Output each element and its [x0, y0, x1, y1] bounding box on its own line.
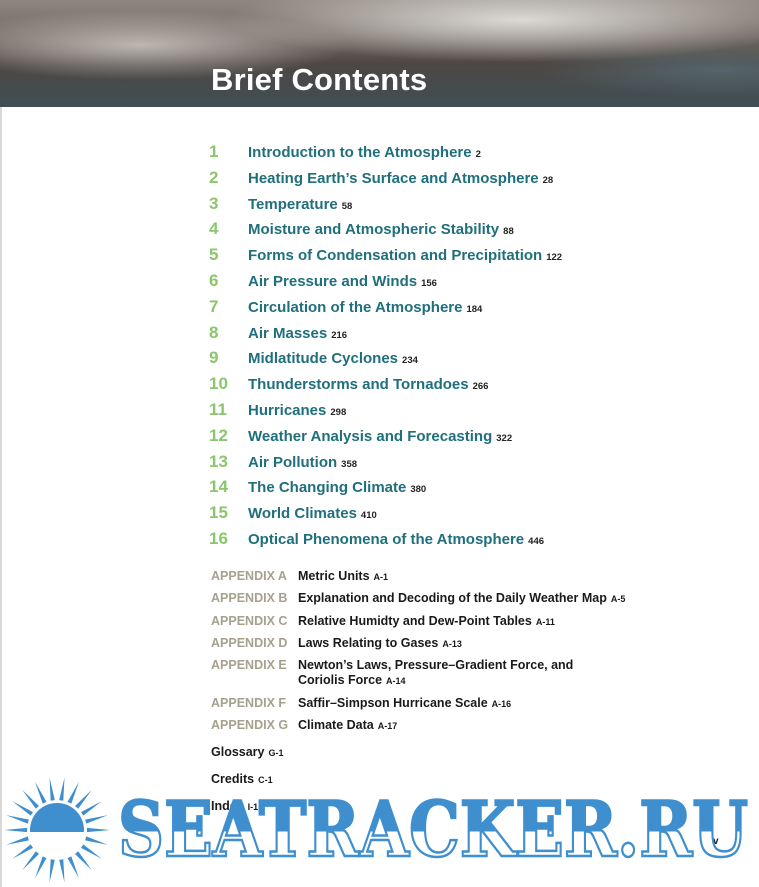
chapter-title: World Climates: [248, 505, 357, 523]
appendix-title: Relative Humidty and Dew-Point Tables: [298, 613, 532, 628]
chapter-page: 298: [330, 406, 347, 418]
sun-ray: [81, 844, 102, 858]
sun-ray: [4, 828, 27, 832]
sun-ray: [59, 778, 64, 801]
chapter-number: 1: [209, 142, 219, 161]
chapter-page: 234: [402, 355, 418, 367]
chapter-page: 156: [421, 277, 437, 289]
appendix-page: A-17: [377, 720, 398, 731]
chapter-page: 266: [472, 381, 489, 393]
appendix-label: APPENDIX E: [211, 658, 287, 673]
backmatter-title: Index: [211, 798, 244, 813]
chapter-title: Optical Phenomena of the Atmosphere: [248, 530, 525, 548]
chapter-title: Midlatitude Cyclones: [248, 350, 399, 368]
appendix-title: Climate Data: [298, 717, 374, 732]
chapter-number: 2: [209, 167, 219, 187]
chapter-page: 2: [475, 149, 481, 160]
chapter-number: 13: [209, 451, 228, 471]
chapter-title: Air Pollution: [248, 453, 338, 471]
page-title: Brief Contents: [211, 62, 428, 97]
sun-ray: [87, 828, 110, 832]
appendix-page: A-5: [610, 594, 626, 605]
sun-ray: [22, 790, 39, 809]
sun-logo-icon: [2, 775, 112, 885]
chapter-page: 410: [360, 510, 377, 522]
sun-ray: [6, 836, 29, 845]
chapter-title: Air Masses: [248, 324, 328, 342]
sun-ray: [6, 815, 29, 824]
appendix-page: A-11: [535, 616, 555, 627]
sun-ray: [75, 851, 92, 870]
chapter-title: Air Pressure and Winds: [248, 272, 418, 290]
backmatter-page: I-1: [247, 801, 259, 812]
sun-ray: [50, 859, 55, 882]
chapter-page: 322: [496, 432, 513, 444]
sun-ray: [22, 851, 39, 870]
chapter-number: 9: [209, 348, 219, 368]
chapter-number: 4: [209, 219, 219, 239]
chapter-number: 8: [209, 322, 219, 342]
appendix-page: A-14: [386, 676, 406, 687]
sun-ray: [75, 790, 92, 809]
sun-ray: [35, 782, 47, 804]
sun-ray: [81, 801, 102, 815]
backmatter-title: Glossary: [211, 745, 265, 759]
appendix-label: APPENDIX G: [211, 717, 289, 732]
chapter-title: Introduction to the Atmosphere: [248, 144, 472, 161]
chapter-page: 446: [528, 535, 545, 547]
appendix-label: APPENDIX F: [211, 695, 287, 710]
appendix-title: Laws Relating to Gases: [298, 635, 439, 650]
chapter-title: Moisture and Atmospheric Stability: [248, 221, 500, 239]
sun-ray: [50, 778, 55, 801]
chapter-number: 5: [209, 245, 219, 265]
sun-ray: [59, 859, 64, 882]
backmatter-entry-glossary[interactable]: [211, 745, 284, 772]
chapter-title: Hurricanes: [248, 401, 327, 419]
chapter-page: 88: [503, 226, 514, 238]
appendix-label: APPENDIX A: [211, 569, 287, 583]
appendix-label: APPENDIX B: [211, 591, 288, 606]
watermark-label: SEATRACKER.RU: [118, 790, 748, 870]
backmatter-title: Credits: [211, 771, 255, 786]
chapter-page: 28: [542, 174, 554, 186]
chapter-number: 12: [209, 425, 228, 445]
chapter-page: 122: [546, 252, 563, 264]
chapter-page: 184: [466, 303, 483, 315]
chapter-title: Forms of Condensation and Precipitation: [248, 247, 543, 265]
chapter-number: 10: [209, 374, 228, 394]
chapter-number: 3: [209, 193, 219, 213]
sun-ray: [85, 836, 108, 845]
chapter-page: 380: [410, 484, 427, 496]
appendix-page: A-13: [442, 638, 462, 649]
sun-ray: [68, 782, 80, 804]
chapter-number: 7: [209, 296, 219, 316]
chapter-title: Weather Analysis and Forecasting: [248, 427, 493, 445]
chapter-title: Thunderstorms and Tornadoes: [248, 376, 469, 394]
sun-ray: [68, 856, 80, 878]
sun-ray: [35, 856, 47, 878]
chapter-title: Temperature: [248, 195, 338, 213]
appendix-title: Saffir–Simpson Hurricane Scale: [298, 695, 488, 710]
watermark-text: [118, 790, 754, 870]
page-edge-rule: [0, 107, 2, 887]
chapter-title: The Changing Climate: [248, 479, 407, 497]
appendix-page: A-1: [373, 572, 389, 582]
backmatter-page: C-1: [258, 774, 273, 785]
chapter-page: 358: [341, 458, 358, 470]
appendix-title: Newton’s Laws, Pressure–Gradient Force, and Coriolis Force: [298, 658, 574, 688]
chapter-page: 58: [341, 200, 353, 212]
chapter-title: Circulation of the Atmosphere: [248, 298, 463, 316]
chapter-number: 16: [209, 528, 228, 548]
chapter-number: 11: [209, 399, 227, 419]
appendix-title: Explanation and Decoding of the Daily Weather Map: [298, 591, 607, 606]
appendix-title: Metric Units: [298, 569, 370, 583]
appendix-label: APPENDIX D: [211, 635, 288, 650]
chapter-page: 216: [331, 329, 348, 341]
sun-ray: [85, 815, 108, 824]
page-folio: v: [713, 836, 719, 847]
sun-ray: [12, 844, 33, 858]
chapter-number: 15: [209, 503, 228, 523]
backmatter-page: G-1: [268, 748, 284, 758]
appendix-label: APPENDIX C: [211, 613, 288, 628]
chapter-number: 14: [209, 477, 228, 497]
header-banner: [0, 0, 759, 107]
chapter-number: 6: [209, 270, 219, 290]
appendix-page: A-16: [491, 698, 512, 709]
chapter-title: Heating Earth’s Surface and Atmosphere: [248, 169, 539, 187]
sun-ray: [12, 801, 33, 815]
